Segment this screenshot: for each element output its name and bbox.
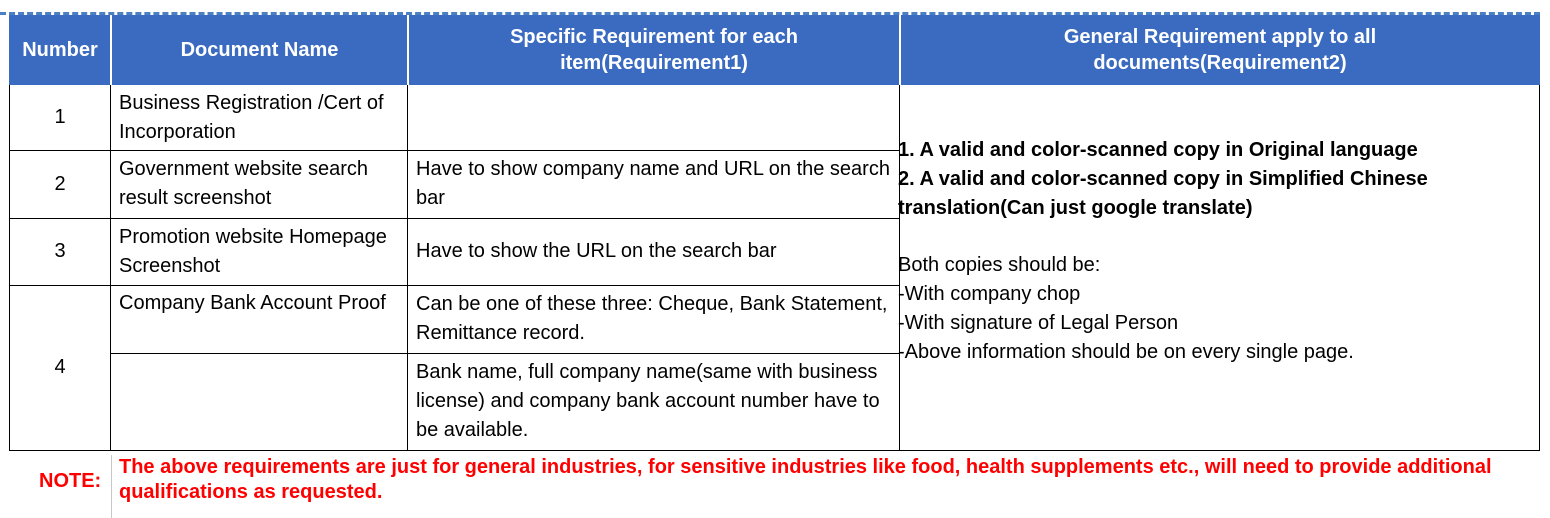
general-line-1: 1. A valid and color-scanned copy in Original language <box>898 139 1418 161</box>
header-specific-requirement: Specific Requirement for each item(Requirement1) <box>408 15 900 85</box>
general-item: -With signature of Legal Person <box>898 312 1179 334</box>
table-border <box>9 285 900 286</box>
table-border <box>110 353 900 354</box>
row-1-document: Business Registration /Cert of Incorporation <box>119 91 384 143</box>
table-border <box>9 450 1540 451</box>
header-document-name: Document Name <box>111 15 408 85</box>
row-4-requirement: Can be one of these three: Cheque, Bank Statement, Remittance record. <box>416 293 888 344</box>
row-3-document: Promotion website Homepage Screenshot <box>119 225 387 277</box>
table-border <box>9 85 10 450</box>
general-item: -Above information should be on every single page. <box>898 341 1354 363</box>
header-divider <box>407 15 409 85</box>
row-2-number: 2 <box>54 172 66 195</box>
note-text: The above requirements are just for general industries, for sensitive industries like food, health supplements etc., will need to provide additional qualifications as requested. <box>119 456 1492 503</box>
row-2-requirement: Have to show company name and URL on the search bar <box>416 158 890 209</box>
row-4-document: Company Bank Account Proof <box>119 292 386 314</box>
row-4-number: 4 <box>54 356 66 378</box>
note-label: NOTE: <box>39 470 102 492</box>
header-general-requirement: General Requirement apply to all documents(Requirement2) <box>900 15 1540 85</box>
table-border <box>9 218 900 219</box>
row-2-document: Government website search result screenshot <box>119 158 369 209</box>
row-1-requirement <box>408 85 900 150</box>
header-number: Number <box>9 15 111 85</box>
general-line-2: 2. A valid and color-scanned copy in Simplified Chinese translation(Can just google translate) <box>898 168 1428 219</box>
row-1-number: 1 <box>54 106 66 128</box>
general-intro: Both copies should be: <box>898 254 1101 276</box>
row-3-number: 3 <box>54 240 66 262</box>
general-requirement-cell <box>891 70 1531 450</box>
header-divider <box>110 15 112 85</box>
table-border <box>9 150 900 151</box>
note-separator <box>111 455 112 518</box>
general-item: -With company chop <box>898 283 1081 305</box>
table-border <box>407 85 408 450</box>
row-3-requirement: Have to show the URL on the search bar <box>416 240 777 262</box>
table-border <box>1539 85 1540 450</box>
row-4b-requirement: Bank name, full company name(same with business license) and company bank account number have to be available. <box>416 361 880 441</box>
table-border <box>110 85 111 450</box>
row-4b-document <box>111 353 408 450</box>
